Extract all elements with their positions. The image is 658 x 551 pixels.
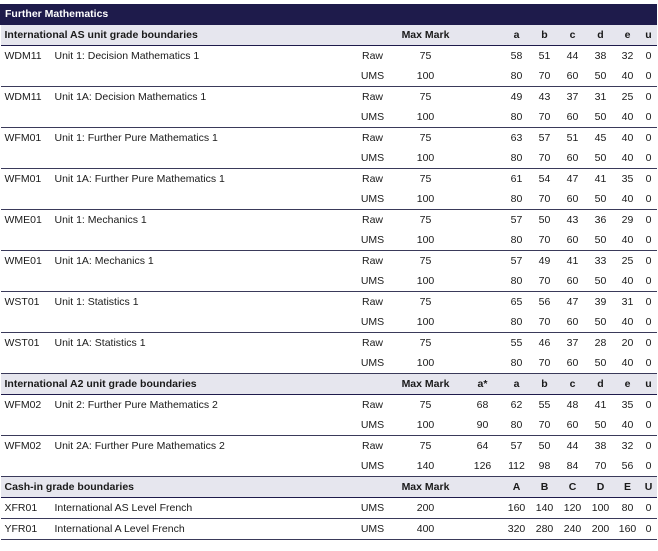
grade-value: 58 [510, 50, 523, 62]
grade-value: 120 [559, 498, 587, 519]
grade-value: 160 [615, 519, 641, 540]
grade-value: 62 [510, 399, 523, 411]
grade-value: 0 [641, 456, 657, 477]
grade-value [463, 169, 503, 190]
grade-value: 47 [566, 173, 579, 185]
grade-value: 31 [621, 296, 634, 308]
unit-code: WFM02 [4, 399, 42, 411]
section-heading: International A2 unit grade boundaries [1, 374, 389, 395]
unit-name [51, 230, 357, 251]
unit-name: Unit 1: Decision Mathematics 1 [54, 50, 200, 62]
grade-value: 25 [621, 255, 634, 267]
grade-value: 0 [645, 337, 652, 349]
grade-value: 320 [503, 519, 531, 540]
grade-value: 140 [531, 498, 559, 519]
grade-value: 0 [641, 66, 657, 87]
unit-name: Unit 1: Mechanics 1 [54, 214, 147, 226]
grade-value: 50 [587, 66, 615, 87]
mark-type: UMS [357, 148, 389, 169]
grade-value [463, 128, 503, 149]
grade-value: 70 [531, 107, 559, 128]
grade-value: 68 [476, 399, 489, 411]
grade-value: 55 [538, 399, 551, 411]
grade-value: 0 [641, 415, 657, 436]
max-mark-value: 75 [419, 296, 432, 308]
grade-value: 0 [645, 440, 652, 452]
section-heading: International AS unit grade boundaries [1, 25, 389, 46]
grade-value: 0 [641, 189, 657, 210]
table-body [1, 4, 657, 540]
unit-code [1, 353, 51, 374]
grade-header: E [615, 477, 641, 498]
grade-value: 54 [538, 173, 551, 185]
unit-name: Unit 1A: Decision Mathematics 1 [54, 91, 207, 103]
unit-code: WFM01 [4, 173, 42, 185]
grade-value: 60 [559, 415, 587, 436]
grade-value: 35 [621, 173, 634, 185]
grade-value [463, 271, 503, 292]
mark-type: UMS [357, 312, 389, 333]
grade-header: b [531, 374, 559, 395]
table-row [1, 395, 657, 416]
grade-value: 80 [615, 498, 641, 519]
grade-value [463, 87, 503, 108]
unit-code [1, 148, 51, 169]
grade-value: 0 [645, 173, 652, 185]
mark-type: UMS [357, 66, 389, 87]
unit-code [1, 312, 51, 333]
unit-code: WST01 [4, 337, 40, 349]
max-mark-value: 100 [389, 415, 463, 436]
grade-value: 48 [566, 399, 579, 411]
table-row [1, 519, 657, 540]
grade-value: 70 [531, 189, 559, 210]
unit-name [51, 312, 357, 333]
grade-value: 40 [615, 189, 641, 210]
unit-name: Unit 1: Statistics 1 [54, 296, 139, 308]
grade-value: 98 [531, 456, 559, 477]
unit-name [51, 271, 357, 292]
max-mark-value: 100 [389, 230, 463, 251]
unit-name: International AS Level French [51, 498, 357, 519]
max-mark-value: 100 [389, 271, 463, 292]
grade-value: 50 [587, 415, 615, 436]
unit-code: WME01 [4, 255, 42, 267]
grade-value: 80 [503, 271, 531, 292]
table-row [1, 415, 657, 436]
grade-value: 0 [641, 353, 657, 374]
mark-type: Raw [361, 255, 383, 267]
grade-value: 0 [641, 271, 657, 292]
max-mark-value: 75 [419, 399, 432, 411]
grade-value: 41 [566, 255, 579, 267]
grade-header: C [559, 477, 587, 498]
table-row [1, 292, 657, 313]
grade-value [463, 210, 503, 231]
grade-value: 40 [621, 132, 634, 144]
unit-code: WST01 [4, 296, 40, 308]
mark-type: UMS [357, 271, 389, 292]
table-row [1, 128, 657, 149]
table-row [1, 456, 657, 477]
grade-value: 0 [641, 148, 657, 169]
mark-type: Raw [361, 91, 383, 103]
unit-code [1, 107, 51, 128]
grade-value: 240 [559, 519, 587, 540]
grade-value: 20 [621, 337, 634, 349]
table-row [1, 436, 657, 457]
grade-value [463, 333, 503, 354]
unit-name [51, 107, 357, 128]
section-header-row [1, 25, 657, 46]
grade-value: 57 [510, 440, 523, 452]
mark-type: UMS [357, 519, 389, 540]
grade-value: 0 [641, 498, 657, 519]
mark-type: Raw [361, 50, 383, 62]
grade-value: 70 [531, 312, 559, 333]
grade-value: 44 [566, 440, 579, 452]
unit-code [1, 230, 51, 251]
unit-code: WFM02 [4, 440, 42, 452]
grade-value: 64 [476, 440, 489, 452]
unit-code: WFM01 [4, 132, 42, 144]
grade-value: 50 [587, 271, 615, 292]
max-mark-value: 75 [419, 440, 432, 452]
grade-value: 100 [587, 498, 615, 519]
mark-type: Raw [361, 132, 383, 144]
max-mark-value: 100 [389, 353, 463, 374]
table-row [1, 169, 657, 190]
unit-code: WDM11 [4, 50, 42, 62]
grade-value: 0 [645, 91, 652, 103]
mark-type: Raw [361, 337, 383, 349]
max-mark-value: 75 [419, 255, 432, 267]
unit-code: WDM11 [4, 91, 42, 103]
grade-value: 32 [621, 440, 634, 452]
grade-value: 0 [645, 214, 652, 226]
page-title: Further Mathematics [1, 4, 657, 25]
max-mark-value: 100 [389, 66, 463, 87]
table-row [1, 148, 657, 169]
table-row [1, 46, 657, 67]
grade-header: c [559, 25, 587, 46]
grade-value: 60 [559, 107, 587, 128]
grade-value: 60 [559, 271, 587, 292]
grade-value: 63 [510, 132, 523, 144]
grade-header: e [615, 374, 641, 395]
unit-name: Unit 1A: Further Pure Mathematics 1 [54, 173, 225, 185]
grade-value: 60 [559, 353, 587, 374]
table-row [1, 189, 657, 210]
grade-header: D [587, 477, 615, 498]
grade-value: 0 [645, 399, 652, 411]
table-row [1, 230, 657, 251]
mark-type: UMS [357, 456, 389, 477]
section-header-row [1, 477, 657, 498]
unit-name: Unit 1A: Statistics 1 [54, 337, 146, 349]
grade-value: 43 [538, 91, 551, 103]
grade-value: 50 [538, 440, 551, 452]
grade-header [463, 477, 503, 498]
table-row [1, 271, 657, 292]
grade-value: 0 [641, 107, 657, 128]
unit-code: YFR01 [1, 519, 51, 540]
mark-type: UMS [357, 498, 389, 519]
unit-name: Unit 1: Further Pure Mathematics 1 [54, 132, 218, 144]
grade-value: 60 [559, 312, 587, 333]
grade-value: 280 [531, 519, 559, 540]
table-row [1, 312, 657, 333]
max-mark-value: 75 [419, 91, 432, 103]
grade-value: 40 [615, 415, 641, 436]
grade-value: 50 [587, 107, 615, 128]
grade-value: 0 [641, 230, 657, 251]
grade-value: 70 [531, 230, 559, 251]
grade-value: 40 [615, 312, 641, 333]
grade-value: 28 [594, 337, 607, 349]
unit-name [51, 66, 357, 87]
mark-type: UMS [357, 415, 389, 436]
grade-value [463, 107, 503, 128]
max-mark-value: 75 [419, 337, 432, 349]
grade-value: 61 [510, 173, 523, 185]
grade-value [463, 148, 503, 169]
grade-value: 80 [503, 312, 531, 333]
grade-value [463, 519, 503, 540]
grade-value: 45 [594, 132, 607, 144]
grade-value: 80 [503, 353, 531, 374]
grade-value: 90 [463, 415, 503, 436]
table-row [1, 353, 657, 374]
grade-value [463, 230, 503, 251]
section-heading: Cash-in grade boundaries [1, 477, 389, 498]
grade-value: 112 [503, 456, 531, 477]
max-mark-value: 100 [389, 148, 463, 169]
grade-value: 41 [594, 173, 607, 185]
grade-value: 40 [615, 230, 641, 251]
table-row [1, 498, 657, 519]
grade-value: 31 [594, 91, 607, 103]
mark-type: Raw [361, 440, 383, 452]
grade-header: a [503, 374, 531, 395]
grade-value: 80 [503, 148, 531, 169]
grade-value: 50 [587, 230, 615, 251]
mark-type: UMS [357, 107, 389, 128]
grade-value [463, 66, 503, 87]
grade-value: 70 [587, 456, 615, 477]
table-row [1, 87, 657, 108]
max-mark-value: 75 [419, 173, 432, 185]
table-row [1, 333, 657, 354]
grade-value: 50 [587, 312, 615, 333]
grade-value: 56 [615, 456, 641, 477]
grade-value: 50 [538, 214, 551, 226]
unit-name: Unit 1A: Mechanics 1 [54, 255, 154, 267]
grade-value: 57 [538, 132, 551, 144]
mark-type: UMS [357, 189, 389, 210]
unit-code: XFR01 [1, 498, 51, 519]
grade-value: 60 [559, 148, 587, 169]
grade-header: d [587, 25, 615, 46]
grade-value: 200 [587, 519, 615, 540]
mark-type: UMS [357, 353, 389, 374]
grade-header: u [641, 25, 657, 46]
grade-header [463, 25, 503, 46]
grade-value: 40 [615, 271, 641, 292]
grade-value: 32 [621, 50, 634, 62]
grade-value: 0 [641, 519, 657, 540]
grade-value: 56 [538, 296, 551, 308]
unit-name: Unit 2A: Further Pure Mathematics 2 [54, 440, 225, 452]
grade-header: B [531, 477, 559, 498]
grade-value: 0 [645, 296, 652, 308]
unit-name [51, 148, 357, 169]
unit-name [51, 353, 357, 374]
grade-value: 60 [559, 230, 587, 251]
grade-value: 43 [566, 214, 579, 226]
grade-value: 55 [510, 337, 523, 349]
grade-value: 50 [587, 189, 615, 210]
unit-name [51, 189, 357, 210]
grade-value: 51 [538, 50, 551, 62]
grade-value: 50 [587, 148, 615, 169]
grade-value: 80 [503, 189, 531, 210]
table-row [1, 66, 657, 87]
mark-type: UMS [357, 230, 389, 251]
table-row [1, 251, 657, 272]
grade-value [463, 312, 503, 333]
grade-value: 84 [559, 456, 587, 477]
unit-name [51, 456, 357, 477]
grade-value: 0 [641, 312, 657, 333]
grade-value: 25 [621, 91, 634, 103]
grade-value: 126 [463, 456, 503, 477]
grade-value [463, 46, 503, 67]
max-mark-value: 100 [389, 189, 463, 210]
max-mark-value: 140 [389, 456, 463, 477]
grade-value: 49 [510, 91, 523, 103]
grade-value: 40 [615, 353, 641, 374]
grade-header: a* [463, 374, 503, 395]
max-mark-value: 75 [419, 214, 432, 226]
section-header-row [1, 374, 657, 395]
mark-type: Raw [361, 214, 383, 226]
grade-value: 38 [594, 50, 607, 62]
grade-value: 80 [503, 66, 531, 87]
grade-value: 80 [503, 107, 531, 128]
grade-value [463, 251, 503, 272]
unit-code [1, 415, 51, 436]
max-mark-header: Max Mark [389, 25, 463, 46]
grade-value: 70 [531, 271, 559, 292]
table-row [1, 107, 657, 128]
grade-value: 60 [559, 66, 587, 87]
grade-value: 49 [538, 255, 551, 267]
grade-value: 50 [587, 353, 615, 374]
mark-type: Raw [361, 296, 383, 308]
max-mark-value: 100 [389, 107, 463, 128]
grade-value: 65 [510, 296, 523, 308]
unit-code [1, 271, 51, 292]
unit-code: WME01 [4, 214, 42, 226]
unit-code [1, 66, 51, 87]
grade-value [463, 353, 503, 374]
grade-value: 70 [531, 353, 559, 374]
max-mark-header: Max Mark [389, 477, 463, 498]
grade-value: 35 [621, 399, 634, 411]
grade-header: U [641, 477, 657, 498]
grade-header: u [641, 374, 657, 395]
max-mark-header: Max Mark [389, 374, 463, 395]
grade-header: e [615, 25, 641, 46]
grade-header: A [503, 477, 531, 498]
grade-boundary-document [0, 4, 656, 540]
grade-value: 80 [503, 415, 531, 436]
grade-value: 80 [503, 230, 531, 251]
grade-boundary-table [0, 4, 657, 540]
title-row [1, 4, 657, 25]
mark-type: Raw [361, 399, 383, 411]
grade-value [463, 292, 503, 313]
grade-value: 160 [503, 498, 531, 519]
table-row [1, 210, 657, 231]
grade-value: 40 [615, 148, 641, 169]
grade-value: 29 [621, 214, 634, 226]
grade-header: a [503, 25, 531, 46]
grade-value [463, 498, 503, 519]
grade-value: 46 [538, 337, 551, 349]
max-mark-value: 75 [419, 132, 432, 144]
max-mark-value: 400 [389, 519, 463, 540]
grade-value: 40 [615, 66, 641, 87]
unit-name: International A Level French [51, 519, 357, 540]
unit-name [51, 415, 357, 436]
unit-code [1, 456, 51, 477]
grade-value: 40 [615, 107, 641, 128]
grade-value: 51 [566, 132, 579, 144]
grade-header: d [587, 374, 615, 395]
grade-value: 70 [531, 415, 559, 436]
grade-value: 33 [594, 255, 607, 267]
grade-value: 38 [594, 440, 607, 452]
grade-value: 0 [645, 50, 652, 62]
grade-value: 70 [531, 148, 559, 169]
grade-value: 44 [566, 50, 579, 62]
grade-value: 41 [594, 399, 607, 411]
grade-value: 0 [645, 132, 652, 144]
grade-value: 37 [566, 337, 579, 349]
mark-type: Raw [361, 173, 383, 185]
grade-value [463, 189, 503, 210]
unit-name: Unit 2: Further Pure Mathematics 2 [54, 399, 218, 411]
grade-value: 39 [594, 296, 607, 308]
max-mark-value: 100 [389, 312, 463, 333]
grade-value: 0 [645, 255, 652, 267]
grade-header: c [559, 374, 587, 395]
unit-code [1, 189, 51, 210]
grade-value: 57 [510, 255, 523, 267]
max-mark-value: 200 [389, 498, 463, 519]
grade-value: 57 [510, 214, 523, 226]
grade-value: 47 [566, 296, 579, 308]
grade-value: 36 [594, 214, 607, 226]
grade-value: 60 [559, 189, 587, 210]
grade-header: b [531, 25, 559, 46]
grade-value: 70 [531, 66, 559, 87]
max-mark-value: 75 [419, 50, 432, 62]
grade-value: 37 [566, 91, 579, 103]
